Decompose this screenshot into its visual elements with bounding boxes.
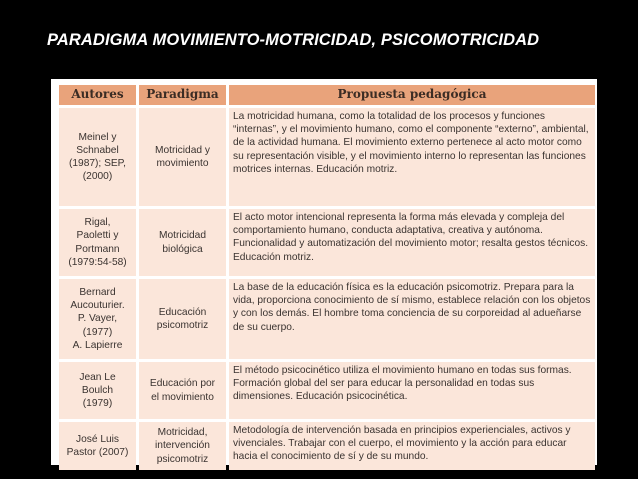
row-4-proposal: El método psicocinético utiliza el movimiento humano en todas sus formas. Formación global del ser para educar la personalidad en todas sus dimensiones. Educación psicocinética. xyxy=(229,362,595,419)
row-1-authors: Meinel y Schnabel (1987); SEP, (2000) xyxy=(59,108,136,206)
row-5-proposal: Metodología de intervención basada en principios experienciales, activos y vivenciales. Trabajar con el cuerpo, el movimiento y la acción para educar hacia el conocimiento de sí y de su mundo. xyxy=(229,422,595,470)
row-1-proposal: La motricidad humana, como la totalidad de los procesos y funciones “internas”, y el movimiento humano, como el componente “externo”, ambiental, de la actividad humana. El movimiento externo pertenece al acto motor como su representación visible, y el movimiento interno lo representan las funciones motrices internas. Educación motriz. xyxy=(229,108,595,206)
row-2-paradigm: Motricidad biológica xyxy=(139,209,226,276)
table-image xyxy=(51,79,597,465)
row-3-paradigm: Educación psicomotriz xyxy=(139,279,226,359)
row-1-paradigm: Motricidad y movimiento xyxy=(139,108,226,206)
row-4-paradigm: Educación por el movimiento xyxy=(139,362,226,419)
row-5-paradigm: Motricidad, intervención psicomotriz xyxy=(139,422,226,470)
row-2-authors: Rigal, Paoletti y Portmann (1979:54-58) xyxy=(59,209,136,276)
row-3-authors: Bernard Aucouturier. P. Vayer, (1977) A. Lapierre xyxy=(59,279,136,359)
slide-title: PARADIGMA MOVIMIENTO-MOTRICIDAD, PSICOMOTRICIDAD xyxy=(47,31,540,49)
row-5-authors: José Luis Pastor (2007) xyxy=(59,422,136,470)
header-paradigm: Paradigma xyxy=(139,85,226,105)
row-2-proposal: El acto motor intencional representa la forma más elevada y compleja del comportamiento humano, conducta adaptativa, creativa y autónoma. Funcionalidad y automatización del movimiento motor; resalta gestos técnicos. Educación motriz. xyxy=(229,209,595,276)
header-proposal: Propuesta pedagógica xyxy=(229,85,595,105)
row-4-authors: Jean Le Boulch (1979) xyxy=(59,362,136,419)
pedagogy-table xyxy=(59,85,591,465)
row-3-proposal: La base de la educación física es la educación psicomotriz. Prepara para la vida, proporciona conocimiento de sí mismo, establece relación con los objetos y con los demás. El hombre toma conciencia de su corporeidad al adueñarse de su cuerpo. xyxy=(229,279,595,359)
header-authors: Autores xyxy=(59,85,136,105)
